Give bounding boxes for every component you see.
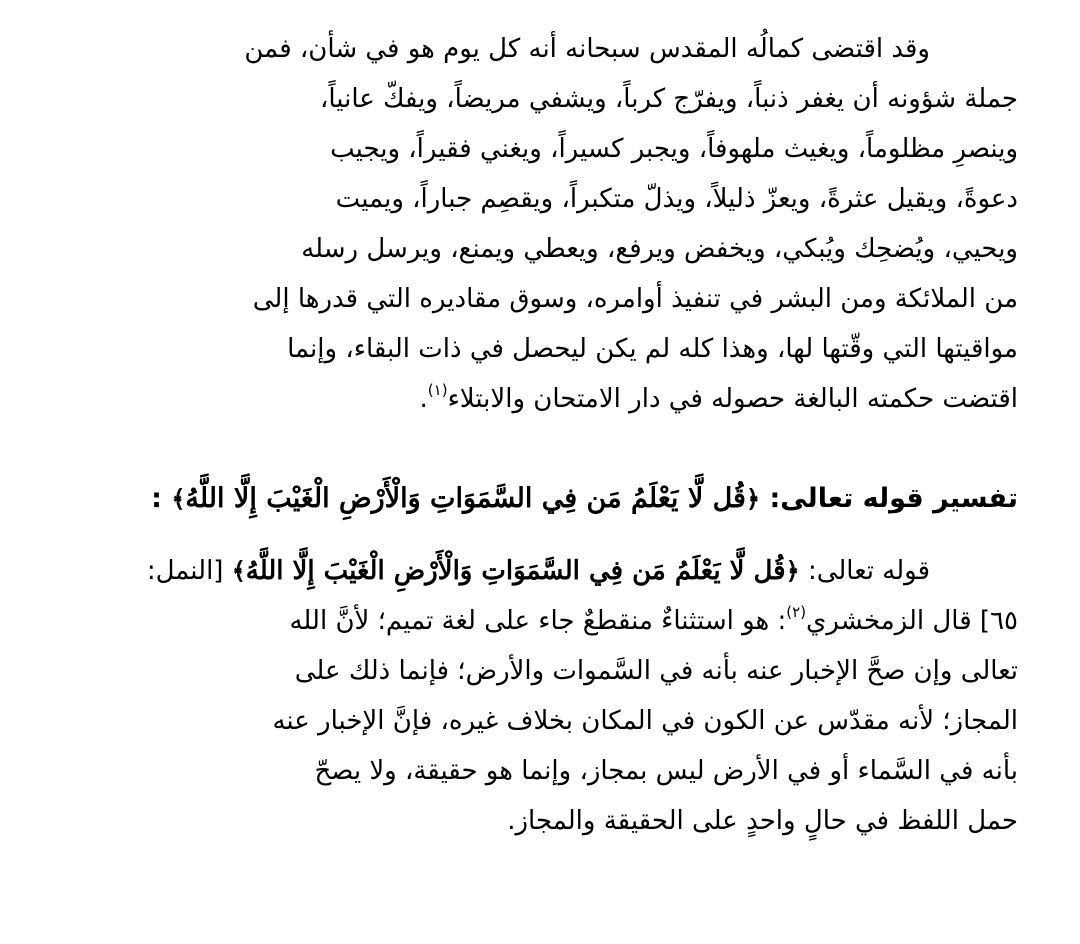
paragraph-2-line-2-rest: : هو استثناءٌ منقطعٌ جاء على لغة تميم؛ لأنَّ الله bbox=[289, 606, 787, 636]
paragraph-1-line-1: وقد اقتضى كمالُه المقدس سبحانه أنه كل يوم هو في شأن، فمن bbox=[244, 34, 930, 64]
paragraph-2 bbox=[98, 546, 1018, 846]
paragraph-1-line-4: دعوةً، ويقيل عثرةً، ويعزّ ذليلاً، ويذلّ متكبراً، ويقصِم جباراً، ويميت bbox=[335, 184, 1018, 214]
paragraph-1-line-3: وينصرِ مظلوماً، ويغيث ملهوفاً، ويجبر كسيراً، ويغني فقيراً، ويجيب bbox=[330, 134, 1018, 164]
section-heading-suffix: : bbox=[151, 483, 162, 514]
quran-bracket-close: ﴾ bbox=[171, 485, 186, 513]
paragraph-2-line-4: المجاز؛ لأنه مقدّس عن الكون في المكان بخلاف غيره، فإنَّ الإخبار عنه bbox=[272, 706, 1018, 736]
paragraph-1-line-5: ويحيي، ويُضحِك ويُبكي، ويخفض ويرفع، ويعطي ويمنع، ويرسل رسله bbox=[301, 234, 1018, 264]
paragraph-1-line-8-text: اقتضت حكمته البالغة حصوله في دار الامتحان والابتلاء bbox=[447, 384, 1018, 414]
section-heading bbox=[98, 474, 1018, 524]
paragraph-2-line-3: تعالى وإن صحَّ الإخبار عنه بأنه في السَّموات والأرض؛ فإنما ذلك على bbox=[294, 656, 1018, 686]
footnote-marker-1: (١) bbox=[427, 381, 448, 399]
quran-verse: قُل لَّا يَعْلَمُ مَن فِي السَّمَوَاتِ وَالْأَرْضِ الْغَيْبَ إِلَّا اللَّهُ bbox=[245, 556, 786, 586]
quran-verse: قُل لَّا يَعْلَمُ مَن فِي السَّمَوَاتِ وَالْأَرْضِ الْغَيْبَ إِلَّا اللَّهُ bbox=[185, 483, 746, 514]
paragraph-2-line-6: حمل اللفظ في حالٍ واحدٍ على الحقيقة والمجاز. bbox=[507, 806, 1018, 836]
footnote-marker-2: (٢) bbox=[786, 603, 807, 621]
paragraph-2-line-5: بأنه في السَّماء أو في الأرض ليس بمجاز، وإنما هو حقيقة، ولا يصحّ bbox=[314, 756, 1018, 786]
paragraph-2-line-2-start: ٦٥] قال الزمخشري bbox=[806, 606, 1018, 636]
surah-reference: [النمل: bbox=[146, 556, 224, 586]
paragraph-1 bbox=[98, 24, 1018, 424]
quran-bracket-open: ﴿ bbox=[785, 557, 800, 585]
paragraph-1-line-7: مواقيتها التي وقّتها لها، وهذا كله لم يكن ليحصل في ذات البقاء، وإنما bbox=[287, 334, 1018, 364]
quran-bracket-open: ﴿ bbox=[745, 485, 761, 513]
paragraph-1-line-2: جملة شؤونه أن يغفر ذنباً، ويفرّج كرباً، ويشفي مريضاً، ويفكّ عانياً، bbox=[319, 84, 1018, 114]
paragraph-1-line-8-end: . bbox=[419, 384, 428, 414]
paragraph-2-line-2 bbox=[98, 596, 1018, 646]
paragraph-1-line-6: من الملائكة ومن البشر في تنفيذ أوامره، وسوق مقاديره التي قدرها إلى bbox=[252, 284, 1018, 314]
paragraph-1-line-8 bbox=[98, 374, 1018, 424]
quran-bracket-close: ﴾ bbox=[231, 557, 246, 585]
paragraph-2-line-1-prefix: قوله تعالى: bbox=[807, 556, 930, 586]
paragraph-2-line-1 bbox=[98, 546, 1018, 596]
section-heading-prefix: تفسير قوله تعالى: bbox=[769, 483, 1018, 514]
